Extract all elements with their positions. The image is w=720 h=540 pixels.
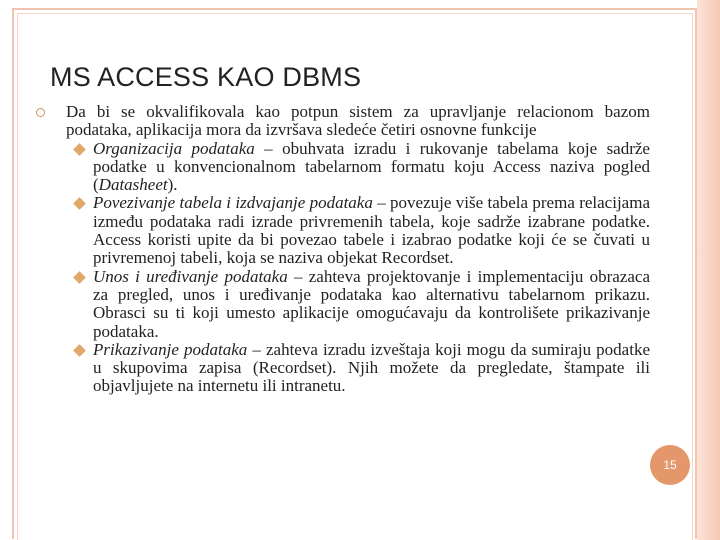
item-text: – povezuje više tabela prema relacijama između podataka radi izrade privremenih tabela, koje sadrže izabrane podatke. Access koristi upite da bi povezao tabele i izabrao podatke koji će se čuvati u privremenoj tabeli, koja se naziva objekat Recordset. [93,193,650,268]
slide-side-bar [697,0,720,540]
intro-text: Da bi se okvalifikovala kao potpun sistem za upravljanje relacionom bazom podataka, aplikacija mora da izvršava sledeće četiri osnovne funkcije [66,102,650,140]
page-number: 15 [663,458,677,472]
slide-title: MS ACCESS KAO DBMS [50,62,362,92]
list-item-unos [30,268,650,341]
list-item-prikazivanje [30,341,650,396]
item-term: Organizacija podataka [93,138,255,158]
item-text-end: ). [167,175,178,195]
item-text: – obuhvata izradu i rukovanje tabelama koje sadrže podatke u konvencionalnom tabelarnom formatu koju Access naziva pogled ( [93,138,650,195]
hollow-circle-bullet-icon [36,108,45,117]
item-term: Prikazivanje podataka [93,339,248,359]
diamond-bullet-icon [73,271,86,284]
function-list [30,140,650,396]
diamond-bullet-icon [73,344,86,357]
item-text: – zahteva izradu izveštaja koji mogu da sumiraju podatke u skupovima zapisa (Recordset). Njih možete da pregledate, štampate ili objavljujete na internetu ili intranetu. [93,339,650,396]
item-term: Unos i uređivanje podataka [93,266,288,286]
diamond-bullet-icon [73,198,86,211]
slide-content [30,103,650,396]
item-text: – zahteva projektovanje i implementaciju obrazaca za pregled, unos i uređivanje podataka kao alternativu tabelarnom prikazu. Obrasci su ti koji umesto aplikacije omogućavaju da kontrolišete prikazivanje podataka. [93,266,651,341]
intro-paragraph [30,103,650,140]
item-term-datasheet: Datasheet [98,175,168,195]
list-item-organizacija [30,140,650,195]
page-number-badge [650,445,690,485]
item-term: Povezivanje tabela i izdvajanje podataka [93,193,373,213]
diamond-bullet-icon [73,143,86,156]
list-item-povezivanje [30,194,650,267]
